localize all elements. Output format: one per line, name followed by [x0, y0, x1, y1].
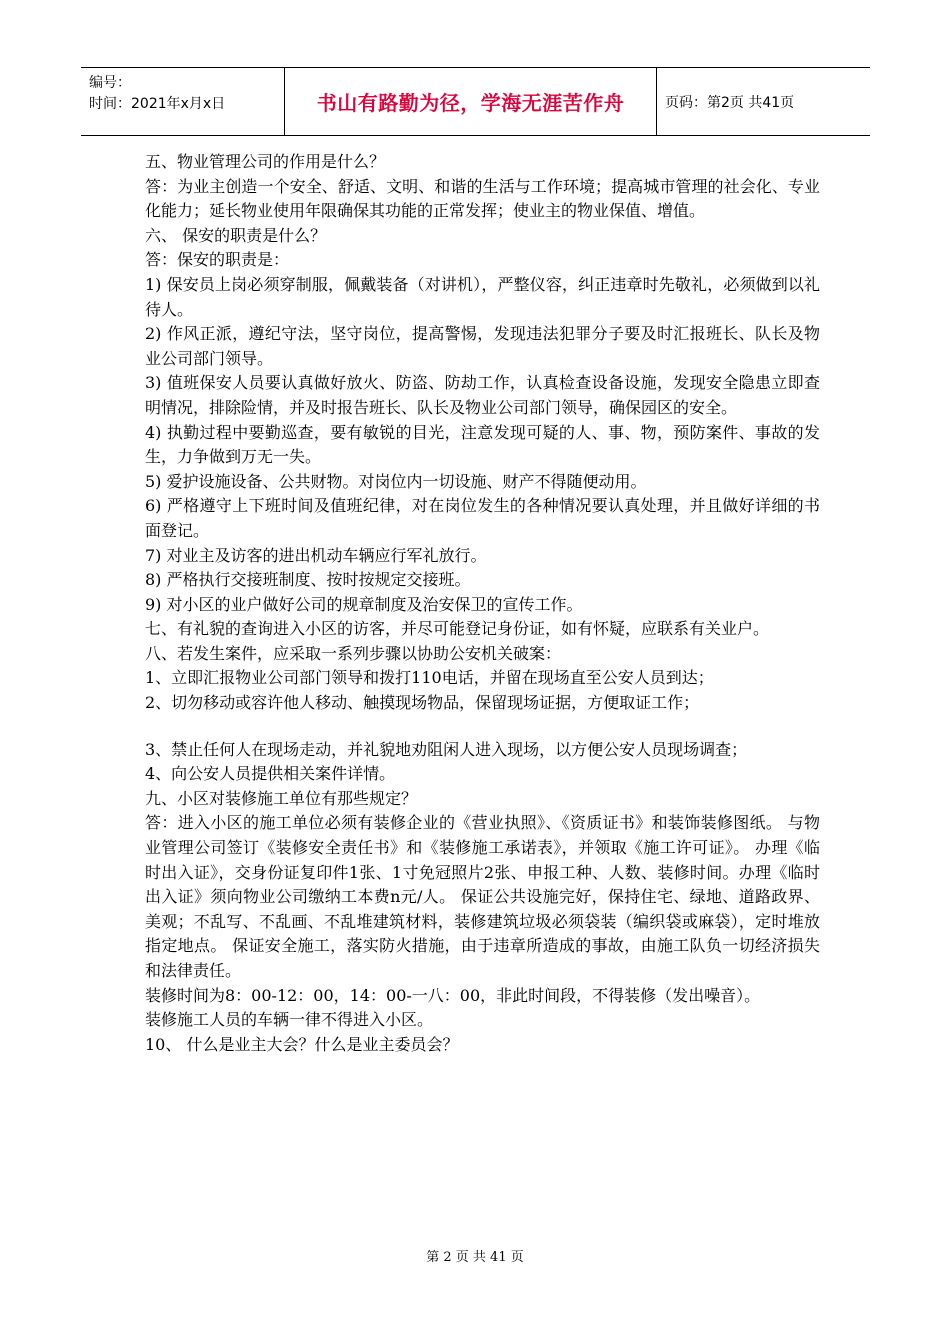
case-step-4: 4、向公安人员提供相关案件详情。	[145, 764, 396, 784]
question-6: 六、 保安的职责是什么？	[145, 225, 327, 245]
duty-item-9: 9) 对小区的业户做好公司的规章制度及治安保卫的宣传工作。	[145, 594, 583, 614]
case-step-2: 2、切勿移动或容许他人移动、触摸现场物品，保留现场证据，方便取证工作；	[145, 693, 700, 713]
header-motto: 书山有路勤为径，学海无涯苦作舟	[316, 91, 625, 115]
document-body	[145, 150, 820, 1057]
duty-item-5: 5) 爱护设施设备、公共财物。对岗位内一切设施、财产不得随便动用。	[145, 471, 647, 491]
page-header	[81, 67, 870, 136]
number-label: 编号：	[89, 75, 131, 91]
question-9: 九、小区对装修施工单位有那些规定？	[145, 788, 418, 808]
duty-item-1: 1) 保安员上岗必须穿制服，佩戴装备（对讲机），严整仪容，纠正违章时先敬礼，必须做到以礼待人。	[145, 274, 820, 319]
renovation-vehicles: 装修施工人员的车辆一律不得进入小区。	[145, 1010, 434, 1030]
answer-5: 答：为业主创造一个安全、舒适、文明、和谐的生活与工作环境；提高城市管理的社会化、专业化能力；延长物业使用年限确保其功能的正常发挥；使业主的物业保值、增值。	[145, 176, 820, 221]
duty-item-4: 4) 执勤过程中要勤巡查，要有敏锐的目光，注意发现可疑的人、事、物，预防案件、事故的发生，力争做到万无一失。	[145, 422, 820, 467]
header-meta	[81, 68, 285, 135]
case-step-3: 3、禁止任何人在现场走动，并礼貌地劝阻闲人进入现场，以方便公安人员现场调查；	[145, 739, 748, 759]
answer-6-intro: 答：保安的职责是：	[145, 250, 290, 270]
header-page-cell	[657, 68, 870, 135]
section-7: 七、有礼貌的查询进入小区的访客，并尽可能登记身份证，如有怀疑，应联系有关业户。	[145, 619, 770, 639]
time-label: 时间：2021年x月x日	[89, 96, 226, 112]
renovation-hours: 装修时间为8：00-12：00，14：00-一八：00，非此时间段，不得装修（发出噪音）。	[145, 985, 761, 1005]
question-5: 五、物业管理公司的作用是什么？	[145, 152, 386, 171]
duty-item-2: 2) 作风正派，遵纪守法，坚守岗位，提高警惕，发现违法犯罪分子要及时汇报班长、队长及物业公司部门领导。	[145, 324, 820, 368]
section-8: 八、若发生案件，应采取一系列步骤以协助公安机关破案：	[145, 643, 562, 663]
header-motto-cell	[285, 68, 657, 135]
duty-item-3: 3) 值班保安人员要认真做好放火、防盗、防劫工作，认真检查设备设施，发现安全隐患立即查明情况，排除险情，并及时报告班长、队长及物业公司部门领导，确保园区的安全。	[145, 373, 820, 417]
answer-9: 答：进入小区的施工单位必须有装修企业的《营业执照》、《资质证书》和装饰装修图纸。 与物业管理公司签订《装修安全责任书》和《装修施工承诺表》，并领取《施工许可证》。 办理《临时出入证》，交身份证复印件1张、1寸免冠照片2张、申报工种、人数、装修时间。办理《临时出入证》须向物业公司缴纳工本费n元/人。 保证公共设施完好，保持住宅、绿地、道路政界、美观；不乱写、不乱画、不乱堆建筑材料，装修建筑垃圾必须袋装（编织袋或麻袋），定时堆放指定地点。 保证安全施工，落实防火措施，由于违章所造成的事故，由施工队负一切经济损失和法律责任。	[145, 813, 820, 980]
duty-item-7: 7) 对业主及访客的进出机动车辆应行军礼放行。	[145, 545, 487, 565]
case-step-1: 1、立即汇报物业公司部门领导和拨打110电话，并留在现场直至公安人员到达；	[145, 668, 714, 688]
duty-item-8: 8) 严格执行交接班制度、按时按规定交接班。	[145, 570, 471, 590]
header-page-label: 页码：第2页 共41页	[665, 94, 795, 111]
duty-item-6: 6) 严格遵守上下班时间及值班纪律，对在岗位发生的各种情况要认真处理，并且做好详细的书面登记。	[145, 496, 820, 540]
page-footer: 第 2 页 共 41 页	[426, 1250, 524, 1265]
question-10: 10、 什么是业主大会？什么是业主委员会？	[145, 1034, 459, 1054]
